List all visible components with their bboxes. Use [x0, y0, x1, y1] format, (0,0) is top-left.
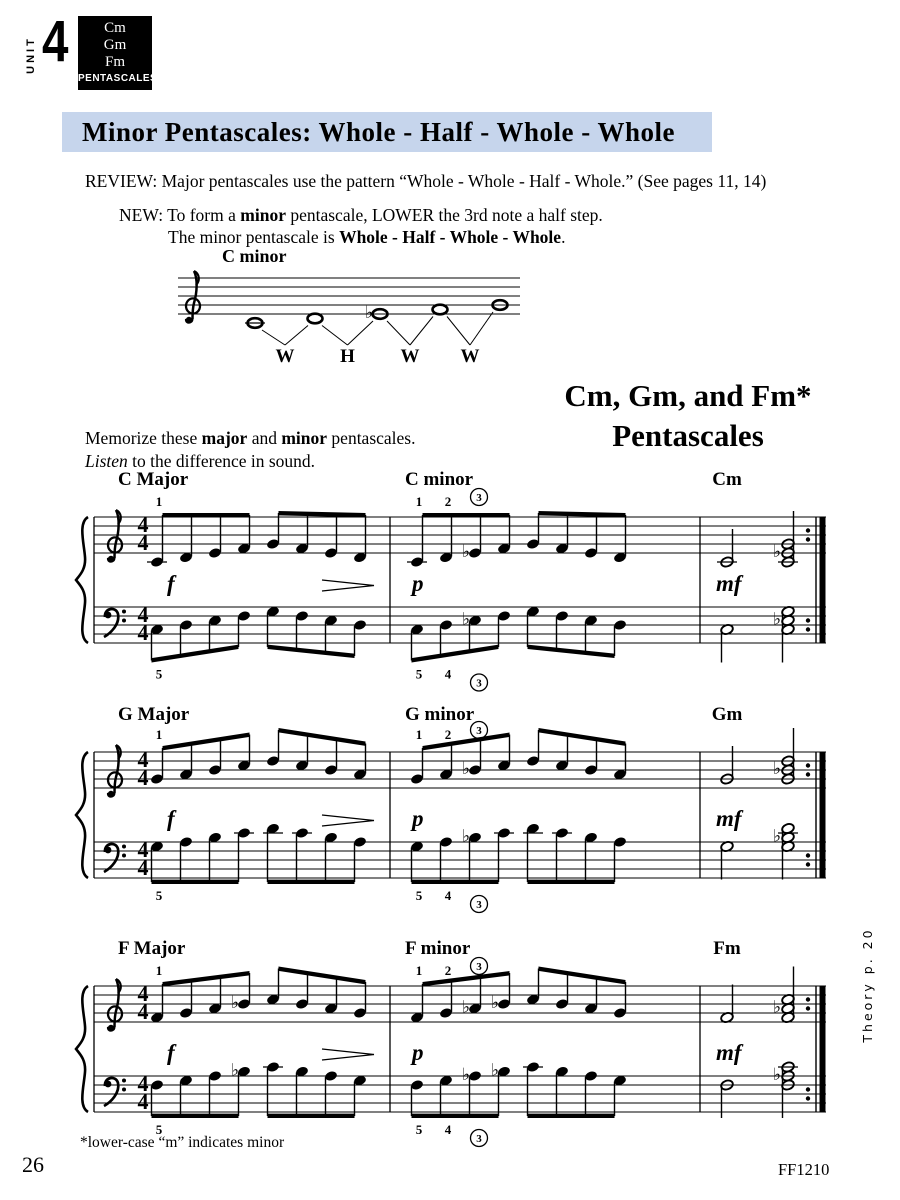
svg-text:4: 4	[137, 747, 149, 772]
svg-text:5: 5	[415, 888, 423, 903]
svg-text:F minor: F minor	[405, 938, 471, 959]
unit-keys-box	[78, 16, 158, 90]
memorize-a: Memorize these	[85, 428, 202, 448]
svg-text:4: 4	[137, 855, 149, 880]
c-minor-example-staff	[170, 248, 640, 378]
svg-text:3: 3	[476, 491, 482, 504]
svg-text:1: 1	[155, 963, 163, 978]
svg-text:p: p	[412, 1040, 424, 1065]
svg-text:♭: ♭	[773, 759, 782, 778]
svg-text:1: 1	[415, 727, 423, 742]
svg-text:4: 4	[137, 602, 149, 627]
memorize-b: major	[201, 428, 248, 448]
svg-text:3: 3	[476, 960, 482, 973]
svg-text:4: 4	[137, 981, 149, 1006]
memorize-c: and	[247, 428, 282, 448]
grand-staff-system-f	[72, 938, 862, 1162]
unit-number: 4	[42, 9, 69, 74]
new-line-2	[168, 226, 565, 248]
svg-text:2: 2	[444, 963, 452, 978]
svg-text:♭: ♭	[462, 759, 471, 778]
svg-text:4: 4	[137, 1071, 149, 1096]
unit-key-cm: Cm	[104, 20, 126, 36]
svg-text:C Major: C Major	[118, 469, 189, 490]
svg-text:5: 5	[155, 888, 163, 903]
svg-text:4: 4	[137, 620, 149, 645]
svg-text:mf: mf	[716, 1040, 742, 1065]
svg-text:4: 4	[137, 512, 149, 537]
svg-text:1: 1	[415, 494, 423, 509]
svg-text:2: 2	[444, 727, 452, 742]
svg-text:f: f	[167, 571, 175, 596]
svg-text:4: 4	[137, 999, 149, 1024]
svg-text:♭: ♭	[773, 826, 782, 846]
svg-text:W: W	[275, 346, 295, 367]
svg-text:♭: ♭	[773, 1065, 782, 1084]
unit-box-caption: PENTASCALES	[78, 73, 158, 84]
new-label: NEW:	[119, 205, 164, 225]
unit-word: UNIT	[25, 36, 37, 74]
svg-text:5: 5	[415, 1122, 423, 1137]
svg-text:4: 4	[444, 888, 452, 903]
svg-text:♭: ♭	[231, 1060, 240, 1080]
grand-staff-system-c	[72, 469, 862, 693]
svg-text:4: 4	[137, 1089, 149, 1114]
memorize-text	[85, 427, 415, 473]
unit-key-fm: Fm	[104, 54, 125, 70]
svg-text:5: 5	[155, 666, 163, 682]
svg-text:mf: mf	[716, 806, 742, 831]
page-number: 26	[22, 1152, 44, 1177]
svg-text:4: 4	[444, 1122, 452, 1137]
grand-staff-system-g	[72, 704, 862, 928]
review-label: REVIEW:	[85, 171, 158, 191]
svg-text:G Major: G Major	[118, 704, 190, 725]
svg-text:C minor: C minor	[405, 469, 474, 490]
memorize-d: minor	[281, 428, 328, 448]
svg-text:f: f	[167, 1040, 175, 1065]
heading-line-1: Cm, Gm, and Fm*	[564, 378, 812, 413]
svg-text:C minor: C minor	[222, 248, 287, 266]
new-text-1c: pentascale, LOWER the 3rd note a half step.	[285, 205, 603, 225]
catalog-number: FF1210	[778, 1160, 830, 1179]
svg-text:♭: ♭	[773, 542, 782, 561]
svg-text:4: 4	[137, 837, 149, 862]
svg-text:3: 3	[476, 677, 482, 690]
svg-text:p: p	[412, 806, 424, 831]
footnote: *lower-case “m” indicates minor	[80, 1134, 285, 1151]
svg-text:♭: ♭	[462, 997, 471, 1017]
svg-text:4: 4	[137, 765, 149, 790]
svg-text:3: 3	[476, 1132, 482, 1145]
svg-text:Gm: Gm	[711, 704, 743, 725]
svg-text:1: 1	[415, 963, 423, 978]
page-title: Minor Pentascales: Whole - Half - Whole - Whole	[62, 112, 712, 152]
svg-text:♭: ♭	[231, 993, 240, 1012]
svg-text:F Major: F Major	[118, 938, 186, 959]
new-text-1b: minor	[240, 205, 286, 225]
section-heading	[538, 376, 838, 456]
svg-text:♭: ♭	[491, 993, 500, 1012]
svg-text:W: W	[460, 346, 480, 367]
svg-text:♭: ♭	[462, 1065, 471, 1084]
svg-text:♭: ♭	[773, 997, 782, 1017]
svg-text:♭: ♭	[773, 609, 782, 629]
svg-text:mf: mf	[716, 571, 742, 596]
svg-text:p: p	[412, 571, 424, 596]
unit-key-gm: Gm	[103, 37, 127, 53]
svg-text:♭: ♭	[462, 542, 471, 561]
svg-text:♭: ♭	[462, 609, 471, 629]
svg-text:H: H	[340, 346, 355, 367]
listen-word: Listen	[85, 451, 128, 471]
new-text-2c: .	[561, 227, 566, 247]
svg-text:1: 1	[155, 727, 163, 742]
theory-page-reference: Theory p. 20	[860, 927, 875, 1043]
heading-line-2: Pentascales	[612, 418, 764, 453]
new-text-1a: To form a	[167, 205, 241, 225]
listen-rest: to the difference in sound.	[127, 451, 316, 471]
svg-text:f: f	[167, 806, 175, 831]
svg-text:3: 3	[476, 898, 482, 911]
new-line-1	[119, 204, 603, 226]
new-text-2a: The minor pentascale is	[168, 227, 340, 247]
svg-text:Fm: Fm	[713, 938, 741, 959]
svg-text:Cm: Cm	[712, 469, 742, 490]
svg-text:4: 4	[444, 666, 452, 682]
svg-text:W: W	[400, 346, 420, 367]
review-line	[85, 170, 766, 192]
svg-text:5: 5	[155, 1122, 163, 1137]
svg-text:3: 3	[476, 724, 482, 737]
svg-text:G minor: G minor	[405, 704, 475, 725]
svg-text:2: 2	[444, 494, 452, 509]
svg-text:♭: ♭	[462, 826, 471, 846]
svg-text:4: 4	[137, 530, 149, 555]
svg-text:♭: ♭	[491, 1060, 500, 1080]
new-text-2b: Whole - Half - Whole - Whole	[339, 227, 562, 247]
svg-text:1: 1	[155, 494, 163, 509]
svg-text:5: 5	[415, 666, 423, 682]
memorize-e: pentascales.	[327, 428, 416, 448]
svg-text:♭: ♭	[365, 303, 374, 322]
review-text: Major pentascales use the pattern “Whole - Whole - Half - Whole.” (See pages 11, 14)	[161, 171, 767, 191]
